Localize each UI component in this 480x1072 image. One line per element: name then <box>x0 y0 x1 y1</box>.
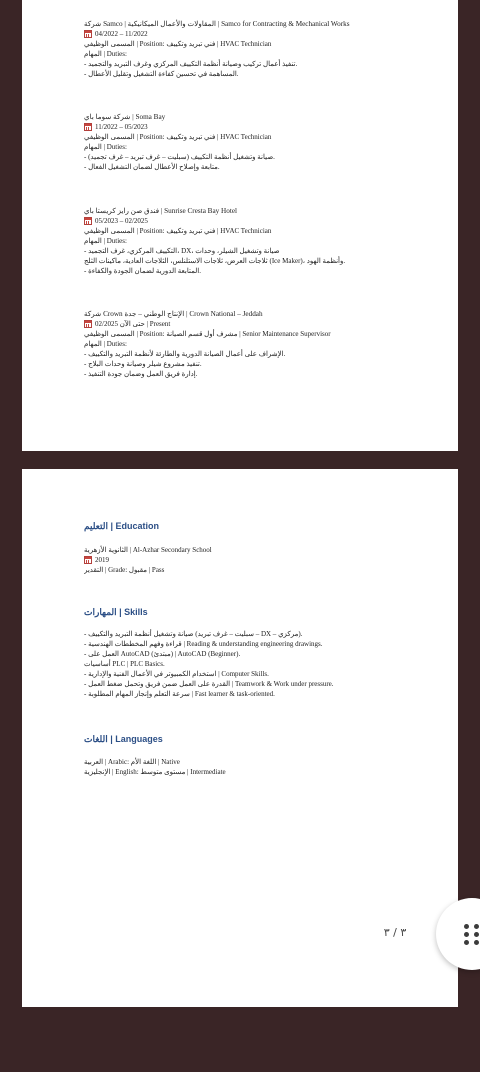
grade-line: التقدير | Grade: مقبول | Pass <box>84 566 165 574</box>
school-name: الثانوية الأزهرية | Al-Azhar Secondary School <box>84 546 212 554</box>
document-page-2 <box>22 0 458 451</box>
duty-item: - الإشراف على أعمال الصيانة الدورية والطارئة لأنظمة التبريد والتكييف. <box>84 350 286 358</box>
languages-heading: اللغات | Languages <box>84 734 163 744</box>
employment-dates: 04/2022 – 11/2022 <box>84 29 444 39</box>
employer-title: فندق صن رايز كريستا باي | Sunrise Cresta Bay Hotel <box>84 207 238 215</box>
employer-title: شركة Crown الإنتاج الوطني – جدة | Crown National – Jeddah <box>84 310 263 318</box>
education-heading: التعليم | Education <box>84 521 160 531</box>
duty-item: - متابعة وإصلاح الأعطال لضمان التشغيل الفعال. <box>84 163 220 171</box>
skill-item: - صيانة وتشغيل أنظمة التبريد والتكييف (سبليت – غرف تبريد – DX – مركزي). <box>84 630 303 638</box>
skill-item: - سرعة التعلم وإنجاز المهام المطلوبة | Fast learner & task-oriented. <box>84 690 275 698</box>
duties-label: المهام | Duties: <box>84 237 127 245</box>
skill-item: - العمل على AutoCAD (مبتدئ) | AutoCAD (Beginner). <box>84 650 241 658</box>
duty-item: - صيانة وتشغيل أنظمة التكييف (سبليت – غرف تبريد – غرف تجميد). <box>84 153 275 161</box>
duty-item: - المساهمة في تحسين كفاءة التشغيل وتقليل الأعطال. <box>84 70 239 78</box>
employer-title: شركة سوما باي | Soma Bay <box>84 113 166 121</box>
experience-entry-sunrise <box>84 206 444 276</box>
education-section <box>84 545 444 575</box>
calendar-icon <box>84 320 92 328</box>
calendar-icon <box>84 123 92 131</box>
experience-entry-crown <box>84 309 444 379</box>
position-line: المسمى الوظيفي | Position: فني تبريد وتكييف | HVAC Technician <box>84 133 272 141</box>
position-line: المسمى الوظيفي | Position: فني تبريد وتكييف | HVAC Technician <box>84 227 272 235</box>
skill-item: - قراءة وفهم المخططات الهندسية | Reading & understanding engineering drawings. <box>84 640 323 648</box>
page-indicator: ٣ / ٣ <box>383 926 407 939</box>
calendar-icon <box>84 556 92 564</box>
languages-section <box>84 757 444 777</box>
duty-item: - التكييف المركزي، غرف التجميد، DX، صيانة وتشغيل الشيلر، وحدات <box>84 247 280 255</box>
duty-item: ثلاجات العرض، ثلاجات الاستلنلس، الثلاجات العادية، ماكينات الثلج (Ice Maker)، وأنظمة الهود. <box>84 257 346 265</box>
duty-item: - تنفيذ أعمال تركيب وصيانة أنظمة التكييف المركزي وغرف التبريد والتجميد. <box>84 60 298 68</box>
skills-heading: المهارات | Skills <box>84 607 148 617</box>
grid-dots-icon <box>464 924 480 944</box>
position-line: المسمى الوظيفي | Position: فني تبريد وتكييف | HVAC Technician <box>84 40 272 48</box>
language-item: العربية | Arabic: اللغة الأم | Native <box>84 758 180 766</box>
language-item: الإنجليزية | English: مستوى متوسط | Intermediate <box>84 768 226 776</box>
skills-section <box>84 629 444 699</box>
experience-entry-samco <box>84 19 444 79</box>
position-line: المسمى الوظيفي | Position: مشرف أول قسم الصيانة | Senior Maintenance Supervisor <box>84 330 331 338</box>
employment-dates: 11/2022 – 05/2023 <box>84 122 444 132</box>
calendar-icon <box>84 30 92 38</box>
skill-item: - القدرة على العمل ضمن فريق وتحمل ضغط العمل | Teamwork & Work under pressure. <box>84 680 334 688</box>
duty-item: - المتابعة الدورية لضمان الجودة والكفاءة. <box>84 267 201 275</box>
duties-label: المهام | Duties: <box>84 143 127 151</box>
skill-item: - استخدام الكمبيوتر في الأعمال الفنية والإدارية | Computer Skills. <box>84 670 269 678</box>
employer-title: شركة Samco | المقاولات والأعمال الميكانيكية | Samco for Contracting & Mechanical Works <box>84 20 350 28</box>
duty-item: - إدارة فريق العمل وضمان جودة التنفيذ. <box>84 370 198 378</box>
skill-item: أساسيات PLC | PLC Basics. <box>84 660 165 668</box>
duties-label: المهام | Duties: <box>84 340 127 348</box>
duties-label: المهام | Duties: <box>84 50 127 58</box>
calendar-icon <box>84 217 92 225</box>
employment-dates: 05/2023 – 02/2025 <box>84 216 444 226</box>
duty-item: - تنفيذ مشروع شيلر وصيانة وحدات البلاج. <box>84 360 202 368</box>
graduation-year: 2019 <box>84 555 444 565</box>
employment-dates: 02/2025 حتى الآن | Present <box>84 319 444 329</box>
experience-entry-soma-bay <box>84 112 444 172</box>
